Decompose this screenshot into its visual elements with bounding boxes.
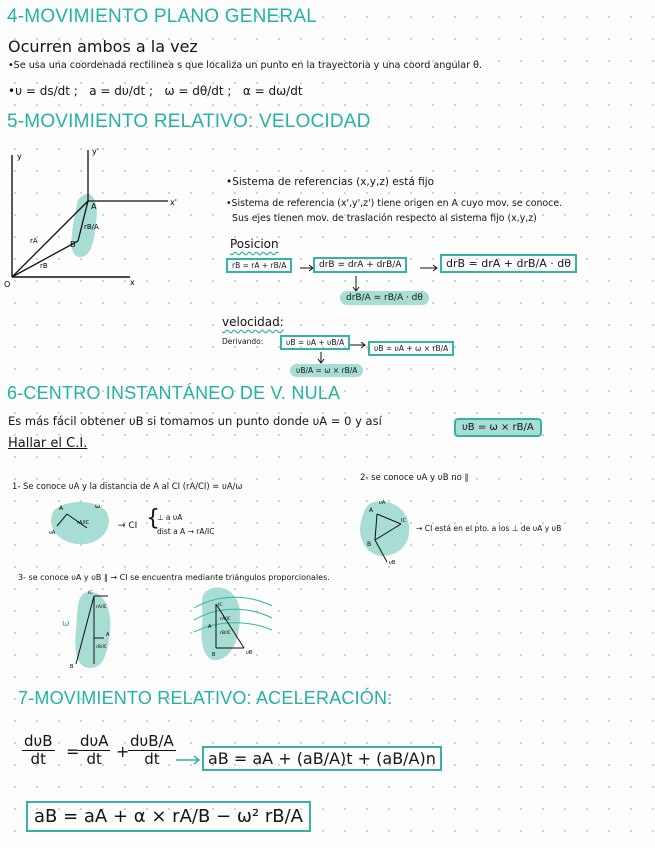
velocity-eq3: υB/A = ω × rB/A <box>290 364 363 377</box>
case3a-ci: IC <box>88 591 93 596</box>
sec5-bullet1: •Sistema de referencias (x,y,z) está fijo <box>226 176 435 188</box>
arrow-right <box>420 265 438 271</box>
case3-figure-b <box>188 584 278 664</box>
frac-dvA-dt <box>78 733 110 768</box>
eq-velocity: •υ = ds/dt ; <box>8 84 78 98</box>
frac-dvBA-dt <box>128 733 176 768</box>
sec6-line1-box: υB = ω × rB/A <box>454 418 542 437</box>
arrow-right <box>350 342 366 348</box>
case3a-A: A <box>106 632 110 638</box>
vector-rB <box>12 241 78 277</box>
velocity-label: velocidad: <box>222 315 284 329</box>
case1-v: υA <box>49 530 56 536</box>
arrow-down <box>353 276 359 292</box>
label-x: x <box>130 278 135 287</box>
case1-r: rA/IC <box>77 520 90 526</box>
case3b-vB: υB <box>246 650 253 656</box>
section-6-title: 6-CENTRO INSTANTÁNEO DE V. NULA <box>7 383 341 403</box>
case1-text: 1- Se conoce υA y la distancia de A al CI (rA/CI) = υA/ω <box>12 481 243 491</box>
eq-alpha: α = dω/dt <box>242 84 303 98</box>
accel-box-2: aB = aA + α × rA/B − ω² rB/A <box>26 801 311 832</box>
case3a-B: B <box>70 664 74 670</box>
case1-A: A <box>59 505 64 512</box>
frac3-den: dt <box>144 750 160 768</box>
position-eq3: drB = drA + drB/A · dθ <box>440 254 577 273</box>
eq-acceleration: a = dυ/dt ; <box>89 84 154 98</box>
frac2-den: dt <box>86 750 102 768</box>
case3-figure-a <box>60 590 130 670</box>
case3a-w: ω <box>62 619 70 629</box>
section-5-title: 5-MOVIMIENTO RELATIVO: VELOCIDAD <box>7 111 371 132</box>
case1-b2: dist a A → rA/IC <box>157 527 215 536</box>
sec4-line1: Ocurren ambos a la vez <box>8 37 198 56</box>
section-7-title: 7-MOVIMIENTO RELATIVO: ACELERACIÓN: <box>18 688 393 708</box>
arrow-down <box>318 352 324 364</box>
case3a-rA: rA/IC <box>96 605 107 610</box>
case2-A: A <box>369 507 374 514</box>
sec6-line1: Es más fácil obtener υB si tomamos un punto donde υA = 0 y así <box>8 414 382 428</box>
case1-b1: ⊥ a υA <box>157 513 183 522</box>
case1-ci: → CI <box>118 521 138 531</box>
label-rA: rA <box>30 237 38 245</box>
arrow-right <box>300 265 314 271</box>
frac2-num: dυA <box>80 732 109 750</box>
case2-B: B <box>367 541 372 548</box>
velocity-eq2: υB = υA + ω × rB/A <box>368 341 454 356</box>
case3b-rB: rB/IC <box>220 631 231 636</box>
plus-sign: + <box>116 742 130 761</box>
case3b-A: A <box>208 624 212 630</box>
accel-box-1: aB = aA + (aB/A)t + (aB/A)n <box>202 746 442 771</box>
label-y: y <box>17 152 22 161</box>
position-eq4: drB/A = rB/A · dθ <box>340 291 429 305</box>
position-label: Posicion <box>230 237 279 251</box>
case3b-rA: rA/IC <box>220 617 231 622</box>
position-eq2: drB = drA + drB/A <box>313 257 407 273</box>
case2-ci-text: → CI está en el pto. a los ⊥ de υA y υB <box>416 524 562 533</box>
velocity-deriving: Derivando: <box>222 337 264 346</box>
sec4-line2: •Se usa una coordenada rectilinea s que localiza un punto en la trayectoria y una coord angular θ. <box>8 60 483 71</box>
relative-position-figure <box>0 145 190 305</box>
frac3-num: dυB/A <box>130 732 174 750</box>
sec6-find-ci: Hallar el C.I. <box>8 436 88 451</box>
label-y-prime: y' <box>92 147 99 156</box>
label-B: B <box>70 240 76 249</box>
eq-omega: ω = dθ/dt ; <box>164 84 232 98</box>
arrow-right <box>176 756 200 764</box>
case2-vB: υB <box>389 560 396 566</box>
label-rBA: rB/A <box>84 223 99 231</box>
case1-brace: { <box>146 506 160 531</box>
sec4-equations <box>8 84 303 98</box>
case3b-B: B <box>212 652 216 658</box>
case1-figure <box>45 498 115 548</box>
label-origin: O <box>4 280 11 289</box>
velocity-eq1: υB = υA + υB/A <box>280 335 350 350</box>
case2-vA: υA <box>379 500 386 506</box>
case1-w: ω <box>95 503 101 510</box>
label-A: A <box>91 202 97 211</box>
sec5-bullet2a: •Sistema de referencia (x',y',z') tiene origen en A cuyo mov. se conoce. <box>226 198 563 209</box>
sec5-bullet2b: Sus ejes tienen mov. de traslación respecto al sistema fijo (x,y,z) <box>232 213 537 224</box>
case3b-ci: IC <box>218 603 223 608</box>
section-4-title: 4-MOVIMIENTO PLANO GENERAL <box>7 6 317 27</box>
case2-ci: IC <box>401 518 406 524</box>
frac1-num: dυB <box>24 732 53 750</box>
label-x-prime: x' <box>170 198 177 207</box>
case3a-rB: rB/IC <box>96 645 107 650</box>
case3-text: 3- se conoce υA y υB ∥ → CI se encuentra mediante triángulos proporcionales. <box>18 573 330 582</box>
case2-text: 2- se conoce υA y υB no ∥ <box>360 473 469 483</box>
frac-dvB-dt <box>22 733 55 768</box>
label-rB: rB <box>40 262 48 270</box>
position-eq1: rB = rA + rB/A <box>226 258 292 273</box>
case2-figure <box>355 496 415 566</box>
frac1-den: dt <box>30 750 46 768</box>
equals-sign: = <box>66 742 80 761</box>
